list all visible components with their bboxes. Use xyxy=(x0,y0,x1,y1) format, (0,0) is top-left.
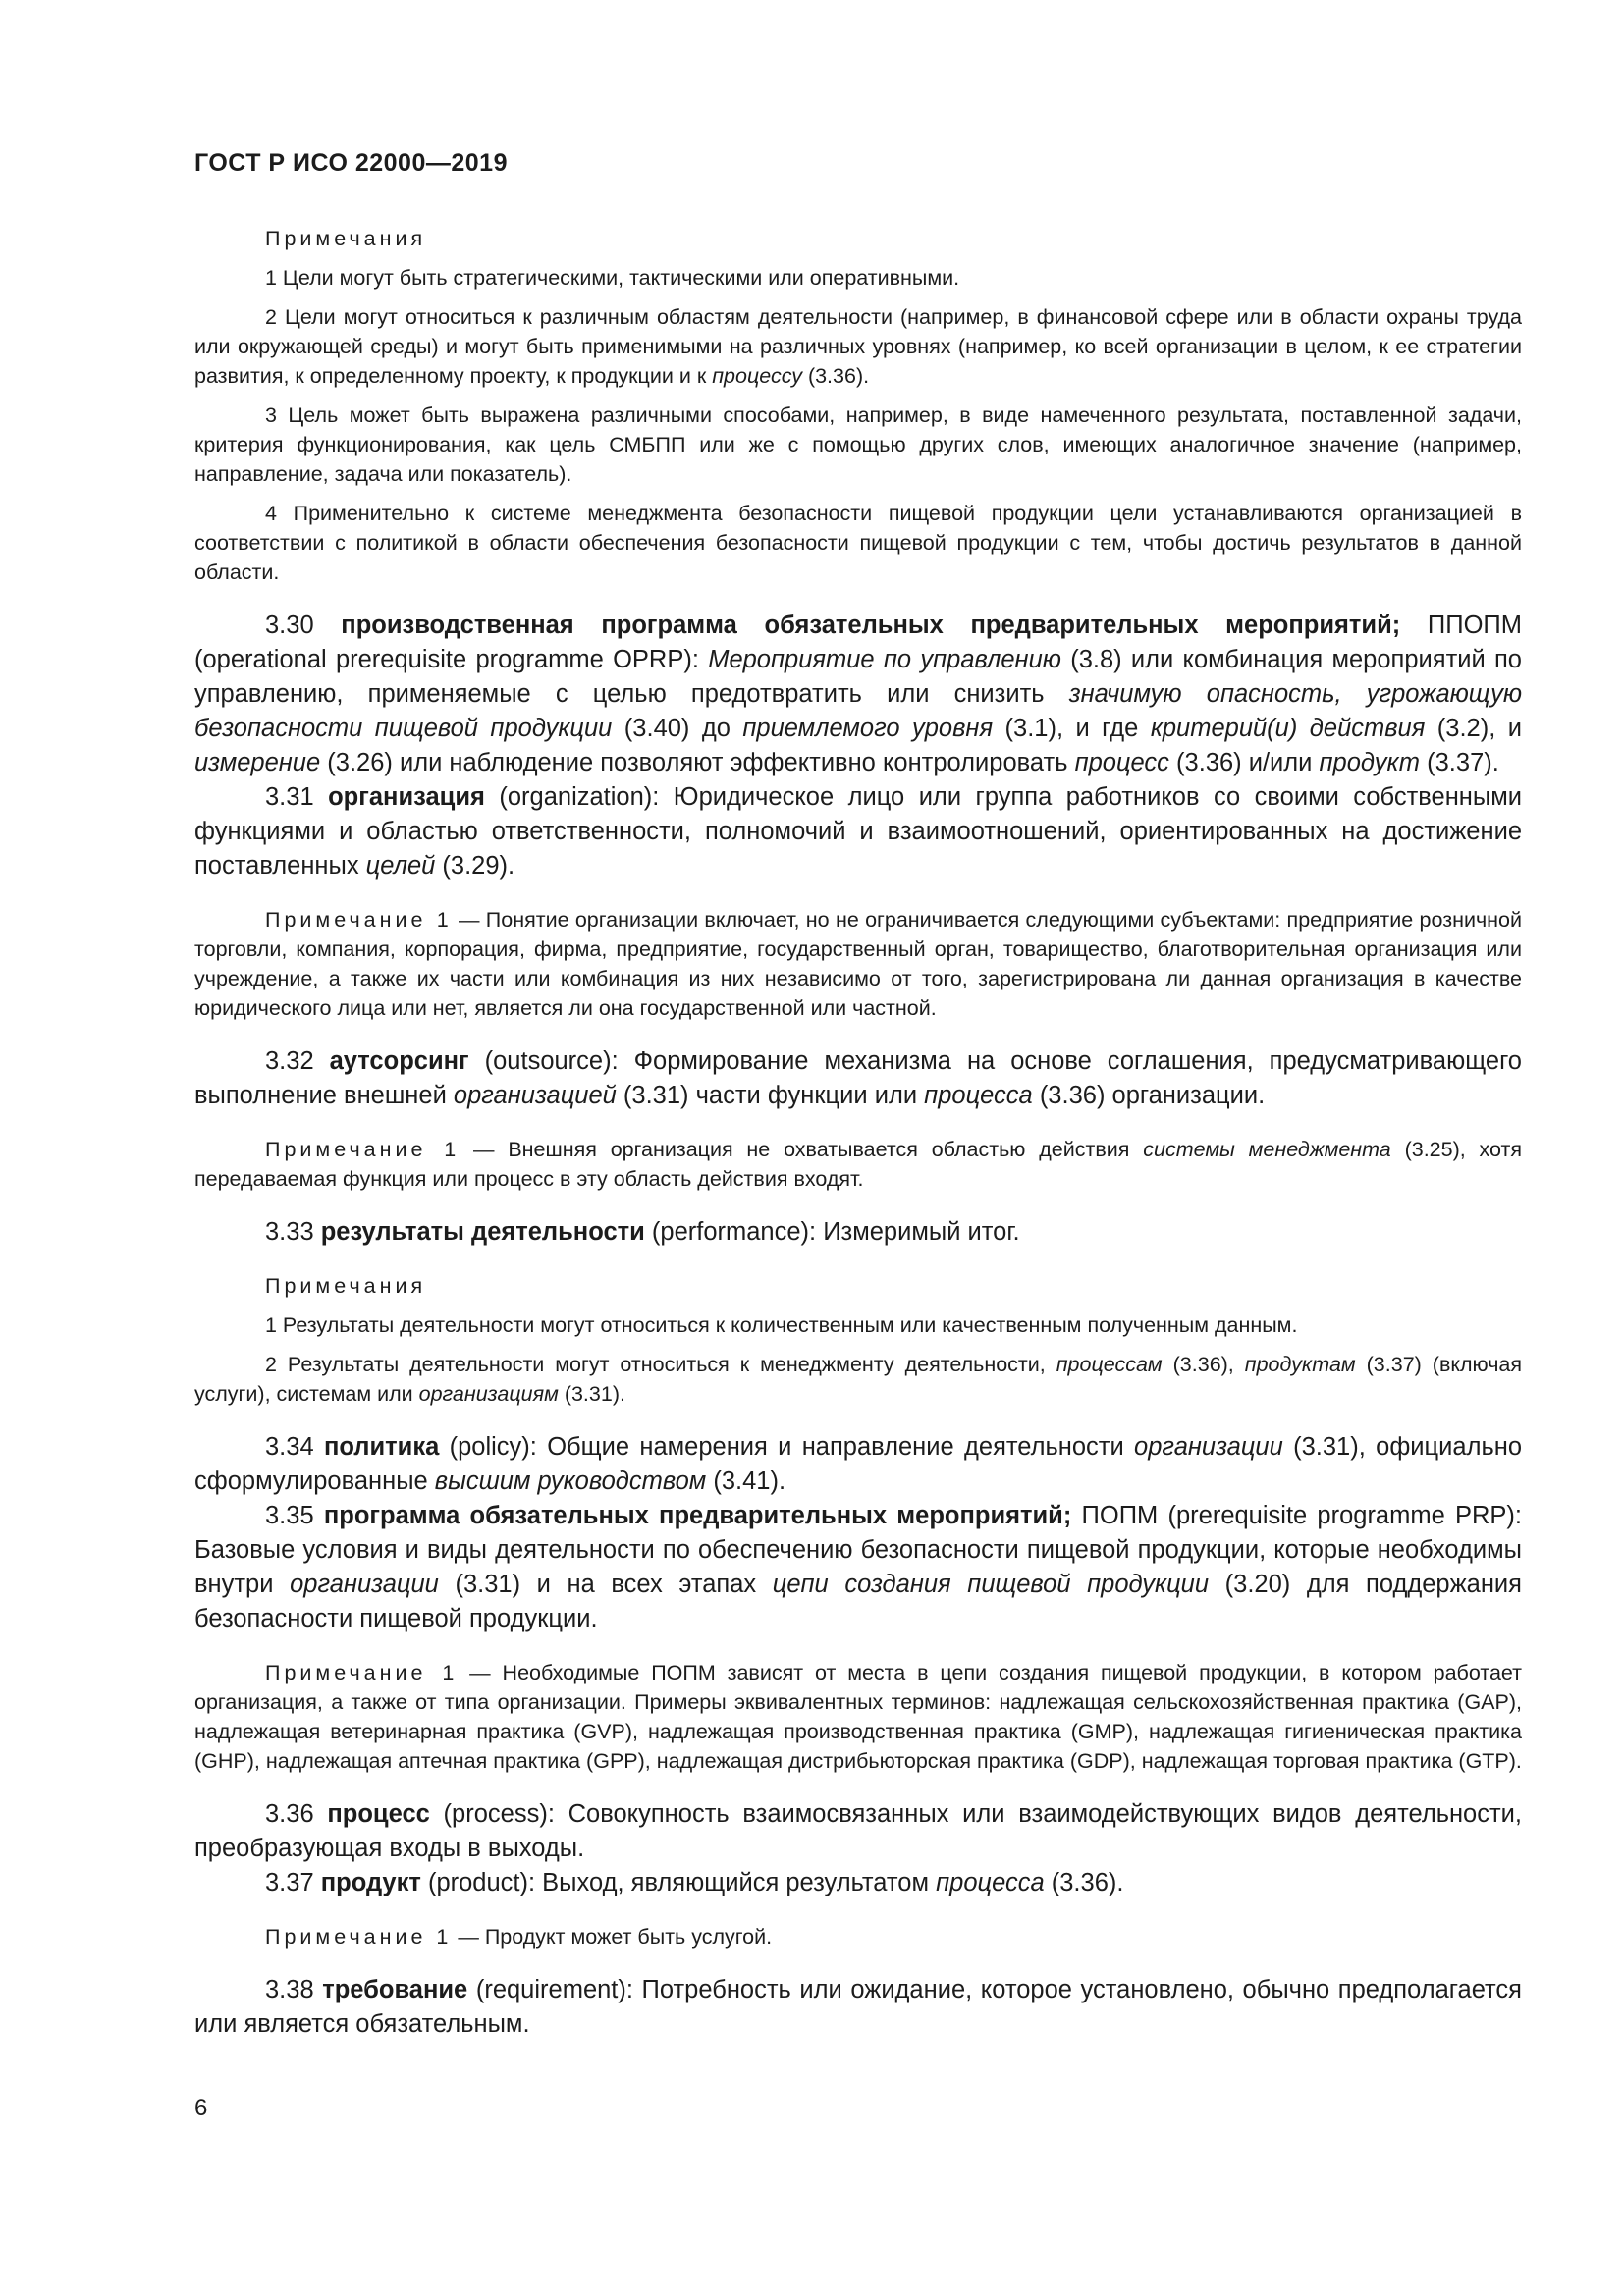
text-segment: ПОПМ (prerequisite programme PRP): Базовые условия и виды деятельности по обеспечению безопасности пищевой продукции, которые необходимы внутри xyxy=(194,1502,1522,1598)
term-definition xyxy=(194,609,1522,780)
text-segment: 1 Цели могут быть стратегическими, тактическими или оперативными. xyxy=(265,266,960,290)
text-segment: (3.36) и/или xyxy=(1168,749,1320,776)
text-segment: процесс xyxy=(1074,749,1169,776)
text-segment: (3.25), хотя передаваемая функция или процесс в эту область действия входят. xyxy=(194,1138,1523,1191)
text-segment: организациям xyxy=(418,1382,559,1406)
note-paragraph xyxy=(194,400,1522,489)
text-segment: (3.1), и где xyxy=(993,715,1151,742)
text-segment: Примечания xyxy=(265,227,427,250)
text-segment: (3.8) или комбинация мероприятий по управлению, применяемые с целью предотвратить или снизить xyxy=(194,646,1522,708)
text-segment: Примечание 1 xyxy=(265,1138,460,1161)
text-segment: 3 Цель может быть выражена различными способами, например, в виде намеченного результата, поставленной задачи, критерия функционирования, как цель СМБПП или же с помощью других слов, имеющих аналогичное значение (например, направление, задача или показатель). xyxy=(194,403,1522,486)
text-segment: измерение xyxy=(194,749,321,776)
text-segment: — Необходимые ПОПМ зависят от места в цепи создания пищевой продукции, в котором работает организация, а также от типа организации. Примеры эквивалентных терминов: надлежащая сельскохозяйственная практика (GAP), надлежащая ветеринарная практика (GVP), надлежащая производственная практика (GMP), надлежащая гигиеническая практика (GHP), надлежащая аптечная практика (GPP), надлежащая дистрибьюторская практика (GDP), надлежащая торговая практика (GTP). xyxy=(194,1661,1522,1773)
text-segment: 3.31 xyxy=(265,783,329,811)
text-segment: 4 Применительно к системе менеджмента безопасности пищевой продукции цели устанавливаются организацией в соответствии с политикой в области обеспечения безопасности пищевой продукции с тем, чтобы достичь результатов в данной области. xyxy=(194,502,1522,584)
text-segment: (3.2), и xyxy=(1425,715,1522,742)
text-segment: (3.37) (включая услуги), системам или xyxy=(194,1353,1523,1406)
text-segment: (3.36). xyxy=(1044,1869,1124,1896)
note-paragraph xyxy=(194,263,1522,293)
text-segment: (outsource): Формирование механизма на основе соглашения, предусматривающего выполнение внешней xyxy=(194,1047,1522,1109)
note-paragraph xyxy=(194,1310,1522,1340)
term-definition xyxy=(194,1973,1522,2042)
text-segment: (product): Выход, являющийся результатом xyxy=(420,1869,937,1896)
text-segment: 3.35 xyxy=(265,1502,324,1529)
text-segment: Примечания xyxy=(265,1274,427,1298)
text-segment: результаты деятельности xyxy=(320,1218,645,1246)
text-segment: целей xyxy=(365,852,436,880)
text-segment: (3.31), официально сформулированные xyxy=(194,1433,1523,1495)
note-paragraph xyxy=(194,1135,1522,1194)
text-segment: (3.36), xyxy=(1162,1353,1245,1376)
note-paragraph xyxy=(194,302,1522,391)
note-paragraph xyxy=(194,1658,1522,1776)
text-segment: 3.36 xyxy=(265,1800,328,1828)
term-definition xyxy=(194,1499,1522,1636)
text-segment: производственная программа обязательных предварительных мероприятий; xyxy=(341,612,1401,639)
text-segment: аутсорсинг xyxy=(329,1047,469,1075)
page-number: 6 xyxy=(194,2095,208,2121)
text-segment: (3.40) до xyxy=(612,715,743,742)
text-segment: критерий(и) действия xyxy=(1150,715,1426,742)
text-segment: — Продукт может быть услугой. xyxy=(452,1925,773,1949)
note-paragraph xyxy=(194,905,1522,1023)
text-segment: системы менеджмента xyxy=(1143,1138,1391,1161)
text-segment: продукт xyxy=(1319,749,1421,776)
text-segment: (3.20) для поддержания безопасности пищевой продукции. xyxy=(194,1571,1522,1632)
text-segment: политика xyxy=(323,1433,440,1461)
text-segment: процессу xyxy=(712,364,802,388)
text-segment: программа обязательных предварительных мероприятий; xyxy=(323,1502,1072,1529)
term-definition xyxy=(194,1215,1522,1250)
text-segment: Мероприятие по управлению xyxy=(708,646,1061,673)
term-definition xyxy=(194,1044,1522,1113)
text-segment: (3.31) и на всех этапах xyxy=(438,1571,773,1598)
text-segment: — Понятие организации включает, но не ограничивается следующими субъектами: предприятие розничной торговли, компания, корпорация, фирма, предприятие, государственный орган, товарищество, благотворительная организация или учреждение, а также их части или комбинация из них независимо от того, зарегистрирована ли данная организация в качестве юридического лица или нет, является ли она государственной или частной. xyxy=(194,908,1522,1020)
text-segment: значимую опасность, угрожающую безопасности пищевой продукции xyxy=(194,680,1522,742)
text-segment: процесса xyxy=(924,1082,1033,1109)
term-definition xyxy=(194,1866,1522,1900)
text-segment: организация xyxy=(328,783,485,811)
term-definition xyxy=(194,1430,1522,1499)
notes-heading xyxy=(194,224,1522,253)
text-segment: организацией xyxy=(453,1082,617,1109)
text-segment: — Внешняя организация не охватывается областью действия xyxy=(460,1138,1144,1161)
text-segment: приемлемого уровня xyxy=(742,715,994,742)
text-segment: (3.36). xyxy=(801,364,870,388)
text-segment: Примечание 1 xyxy=(265,1925,453,1949)
text-segment: процесса xyxy=(936,1869,1045,1896)
text-segment: (3.31). xyxy=(558,1382,625,1406)
page-content xyxy=(194,224,1522,2042)
notes-heading xyxy=(194,1271,1522,1301)
text-segment: процесс xyxy=(327,1800,430,1828)
text-segment: (3.26) или наблюдение позволяют эффективно контролировать xyxy=(320,749,1075,776)
text-segment: процессам xyxy=(1056,1353,1163,1376)
text-segment: 3.33 xyxy=(265,1218,321,1246)
text-segment: (3.37). xyxy=(1420,749,1499,776)
text-segment: ППОПМ (operational prerequisite programme OPRP): xyxy=(194,612,1522,673)
text-segment: (3.31) части функции или xyxy=(616,1082,925,1109)
text-segment: 3.30 xyxy=(265,612,342,639)
text-segment: 3.38 xyxy=(265,1976,323,2003)
term-definition xyxy=(194,780,1522,883)
text-segment: (3.36) организации. xyxy=(1032,1082,1266,1109)
term-definition xyxy=(194,1797,1522,1866)
text-segment: 3.37 xyxy=(265,1869,321,1896)
text-segment: (3.29). xyxy=(435,852,515,880)
text-segment: продукт xyxy=(320,1869,421,1896)
note-paragraph xyxy=(194,499,1522,587)
text-segment: (requirement): Потребность или ожидание, которое установлено, обычно предполагается или является обязательным. xyxy=(194,1976,1522,2038)
text-segment: цепи создания пищевой продукции xyxy=(772,1571,1210,1598)
text-segment: (organization): Юридическое лицо или группа работников со своими собственными функциями и областью ответственности, полномочий и взаимоотношений, ориентированных на достижение поставленных xyxy=(194,783,1522,880)
text-segment: (process): Совокупность взаимосвязанных или взаимодействующих видов деятельности, преобразующая входы в выходы. xyxy=(194,1800,1522,1862)
note-paragraph xyxy=(194,1350,1522,1409)
text-segment: (3.41). xyxy=(706,1468,786,1495)
text-segment: 3.34 xyxy=(265,1433,324,1461)
text-segment: Примечание 1 xyxy=(265,1661,459,1684)
text-segment: (performance): Измеримый итог. xyxy=(644,1218,1020,1246)
document-header: ГОСТ Р ИСО 22000—2019 xyxy=(194,149,508,177)
note-paragraph xyxy=(194,1922,1522,1951)
text-segment: продуктам xyxy=(1244,1353,1356,1376)
text-segment: высшим руководством xyxy=(434,1468,707,1495)
text-segment: (policy): Общие намерения и направление деятельности xyxy=(439,1433,1135,1461)
text-segment: 3.32 xyxy=(265,1047,330,1075)
text-segment: 2 Результаты деятельности могут относиться к менеджменту деятельности, xyxy=(265,1353,1056,1376)
text-segment: требование xyxy=(322,1976,468,2003)
text-segment: 2 Цели могут относиться к различным областям деятельности (например, в финансовой сфере или в области охраны труда или окружающей среды) и могут быть применимыми на различных уровнях (например, ко всей организации в целом, к ее стратегии развития, к определенному проекту, к продукции и к xyxy=(194,305,1522,388)
text-segment: Примечание 1 xyxy=(265,908,453,932)
text-segment: 1 Результаты деятельности могут относиться к количественным или качественным полученным данным. xyxy=(265,1313,1298,1337)
text-segment: организации xyxy=(1134,1433,1283,1461)
text-segment: организации xyxy=(290,1571,439,1598)
